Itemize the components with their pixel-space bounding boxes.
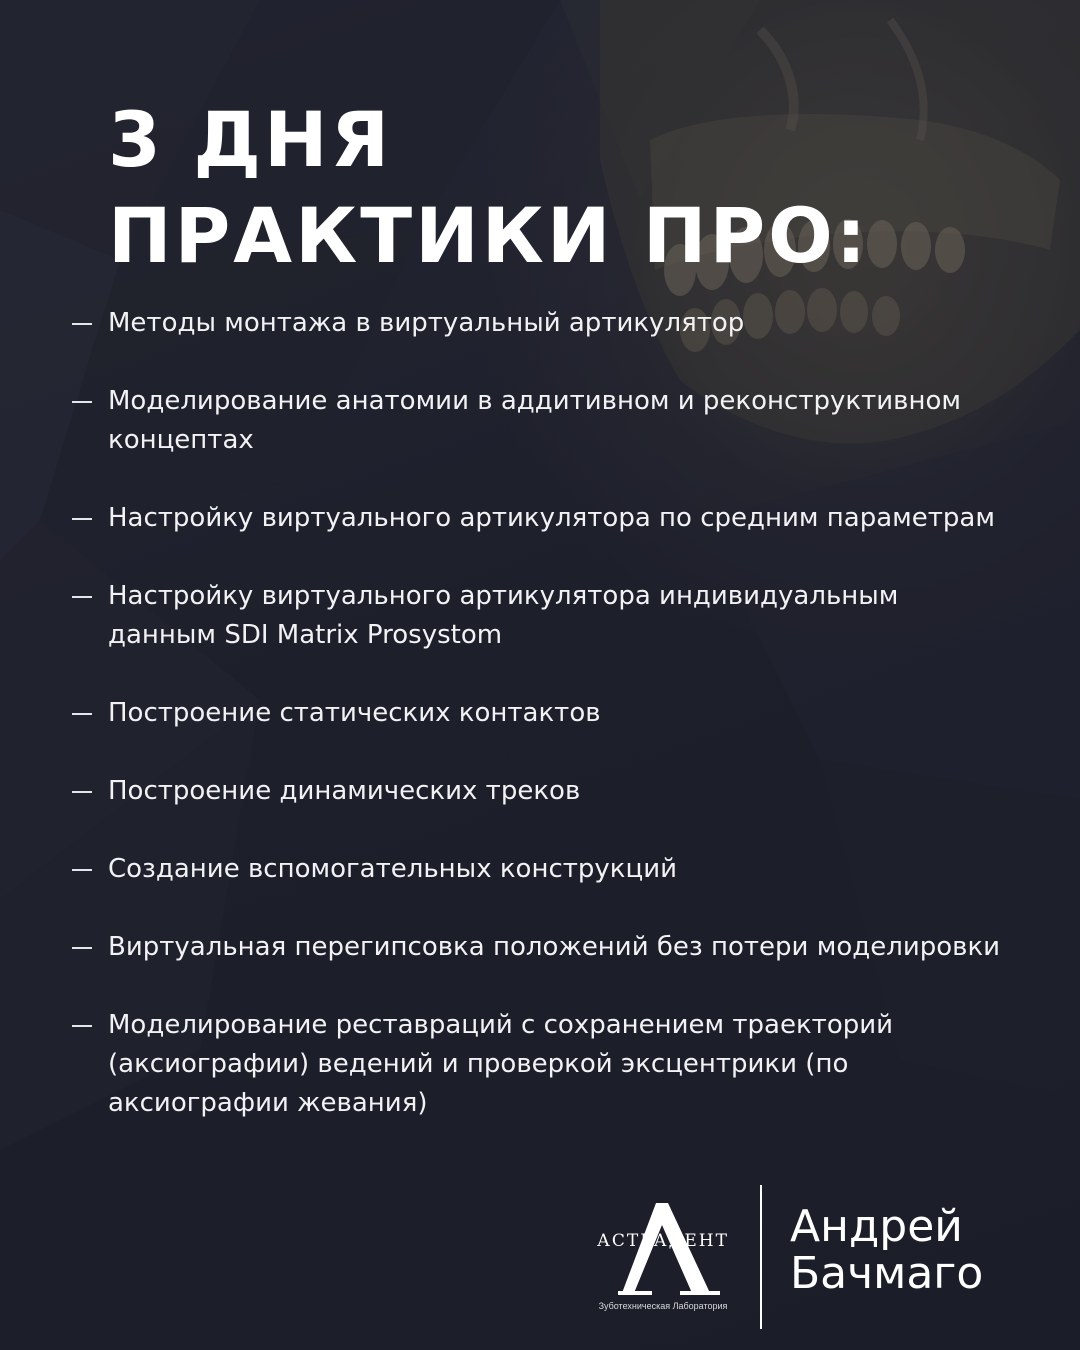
topic-text: Моделирование анатомии в аддитивном и реконструктивном концептах xyxy=(108,386,961,455)
dash-icon xyxy=(72,947,92,949)
brand-block xyxy=(588,1185,988,1330)
list-item xyxy=(72,304,1002,343)
person-name xyxy=(790,1203,983,1297)
divider xyxy=(760,1185,762,1329)
dash-icon xyxy=(72,518,92,520)
logo-subtitle: Зуботехническая Лаборатория xyxy=(598,1301,728,1311)
list-item xyxy=(72,928,1002,967)
dash-icon xyxy=(72,323,92,325)
list-item xyxy=(72,850,1002,889)
topic-text: Методы монтажа в виртуальный артикулятор xyxy=(108,308,745,338)
topic-text: Виртуальная перегипсовка положений без потери моделировки xyxy=(108,932,1001,962)
topic-text: Настройку виртуального артикулятора индивидуальным данным SDI Matrix Prosystom xyxy=(108,581,899,650)
person-first-name: Андрей xyxy=(790,1201,963,1252)
dash-icon xyxy=(72,791,92,793)
topic-text: Настройку виртуального артикулятора по средним параметрам xyxy=(108,503,995,533)
person-last-name: Бачмаго xyxy=(790,1248,984,1299)
headline xyxy=(108,92,869,284)
dash-icon xyxy=(72,713,92,715)
list-item xyxy=(72,382,1002,460)
astradent-logo xyxy=(588,1195,738,1310)
topics-list xyxy=(72,304,1002,1162)
topic-text: Построение статических контактов xyxy=(108,698,601,728)
list-item xyxy=(72,577,1002,655)
headline-line-1: 3 ДНЯ xyxy=(108,95,393,184)
dash-icon xyxy=(72,869,92,871)
topic-text: Построение динамических треков xyxy=(108,776,581,806)
list-item xyxy=(72,694,1002,733)
list-item xyxy=(72,499,1002,538)
dash-icon xyxy=(72,596,92,598)
letter-a-logo-icon xyxy=(588,1195,738,1310)
dash-icon xyxy=(72,401,92,403)
headline-line-2: ПРАКТИКИ ПРО: xyxy=(108,191,870,280)
dash-icon xyxy=(72,1025,92,1027)
list-item xyxy=(72,772,1002,811)
logo-name: АСТРАДЕНТ xyxy=(597,1231,729,1251)
list-item xyxy=(72,1006,1002,1123)
topic-text: Моделирование реставраций с сохранением траекторий (аксиографии) ведений и проверкой эксцентрики (по аксиографии жевания) xyxy=(108,1010,894,1118)
topic-text: Создание вспомогательных конструкций xyxy=(108,854,677,884)
